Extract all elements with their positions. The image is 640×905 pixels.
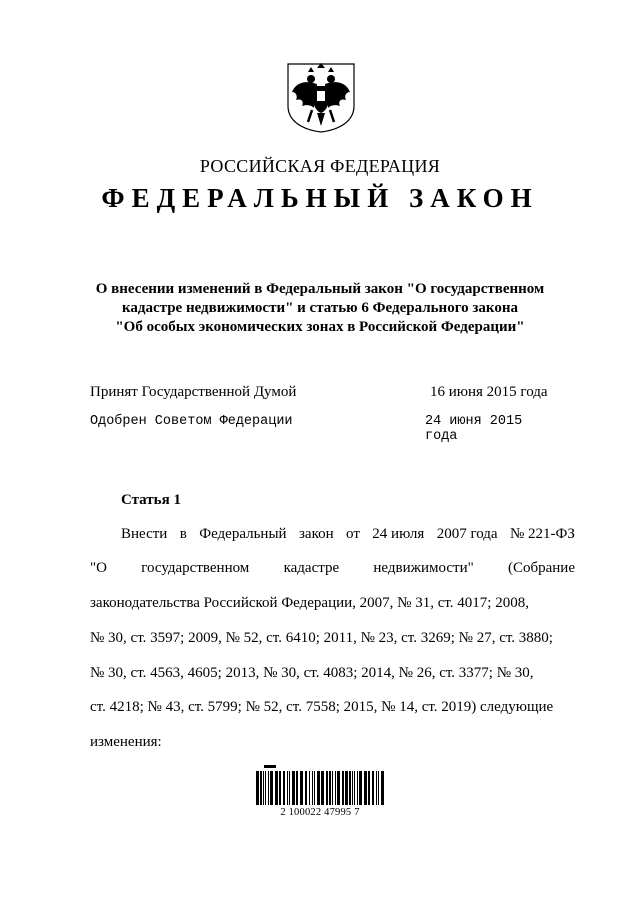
article-line: законодательства Российской Федерации, 2007, № 31, ст. 4017; 2008, bbox=[90, 595, 529, 611]
adoption-label: Одобрен Советом Федерации bbox=[90, 414, 293, 429]
word: № 221-ФЗ bbox=[510, 526, 575, 542]
barcode-icon bbox=[254, 765, 386, 807]
article-line bbox=[121, 526, 575, 543]
word: недвижимости" bbox=[373, 560, 474, 576]
law-title-line: "Об особых экономических зонах в Российской Федерации" bbox=[115, 319, 525, 335]
law-title bbox=[60, 280, 580, 337]
barcode bbox=[254, 765, 386, 818]
document-type: ФЕДЕРАЛЬНЫЙ ЗАКОН bbox=[101, 183, 539, 213]
adoption-label: Принят Государственной Думой bbox=[90, 384, 297, 400]
law-title-line: кадастре недвижимости" и статью 6 Федерального закона bbox=[121, 300, 518, 316]
coat-of-arms-icon bbox=[286, 62, 356, 134]
adoption-council-row bbox=[90, 414, 560, 444]
barcode-number: 2 100022 47995 7 bbox=[280, 807, 360, 818]
article-line: № 30, ст. 3597; 2009, № 52, ст. 6410; 2011, № 23, ст. 3269; № 27, ст. 3880; bbox=[90, 630, 553, 646]
word: в bbox=[179, 526, 187, 542]
word: (Собрание bbox=[507, 560, 575, 576]
article-line: изменения: bbox=[90, 734, 162, 750]
country-name: РОССИЙСКАЯ ФЕДЕРАЦИЯ bbox=[199, 156, 441, 176]
word: "О bbox=[90, 560, 107, 576]
adoption-duma-row bbox=[90, 384, 560, 401]
law-title-line: О внесении изменений в Федеральный закон "О государственном bbox=[95, 281, 545, 297]
word: Внести bbox=[121, 526, 168, 542]
article-line: ст. 4218; № 43, ст. 5799; № 52, ст. 7558; 2015, № 14, ст. 2019) следующие bbox=[90, 699, 554, 715]
word: кадастре bbox=[283, 560, 340, 576]
adoption-date: 24 июня 2015 года bbox=[425, 414, 523, 444]
word: государственном bbox=[141, 560, 250, 576]
adoption-date: 16 июня 2015 года bbox=[430, 384, 548, 400]
word: Федеральный bbox=[199, 526, 287, 542]
article-line: № 30, ст. 4563, 4605; 2013, № 30, ст. 4083; 2014, № 26, ст. 3377; № 30, bbox=[90, 665, 534, 681]
word: от bbox=[346, 526, 360, 542]
article-line bbox=[90, 560, 575, 577]
word: 24 июля bbox=[372, 526, 425, 542]
word: закон bbox=[298, 526, 334, 542]
article-heading: Статья 1 bbox=[121, 492, 181, 508]
word: 2007 года bbox=[436, 526, 498, 542]
